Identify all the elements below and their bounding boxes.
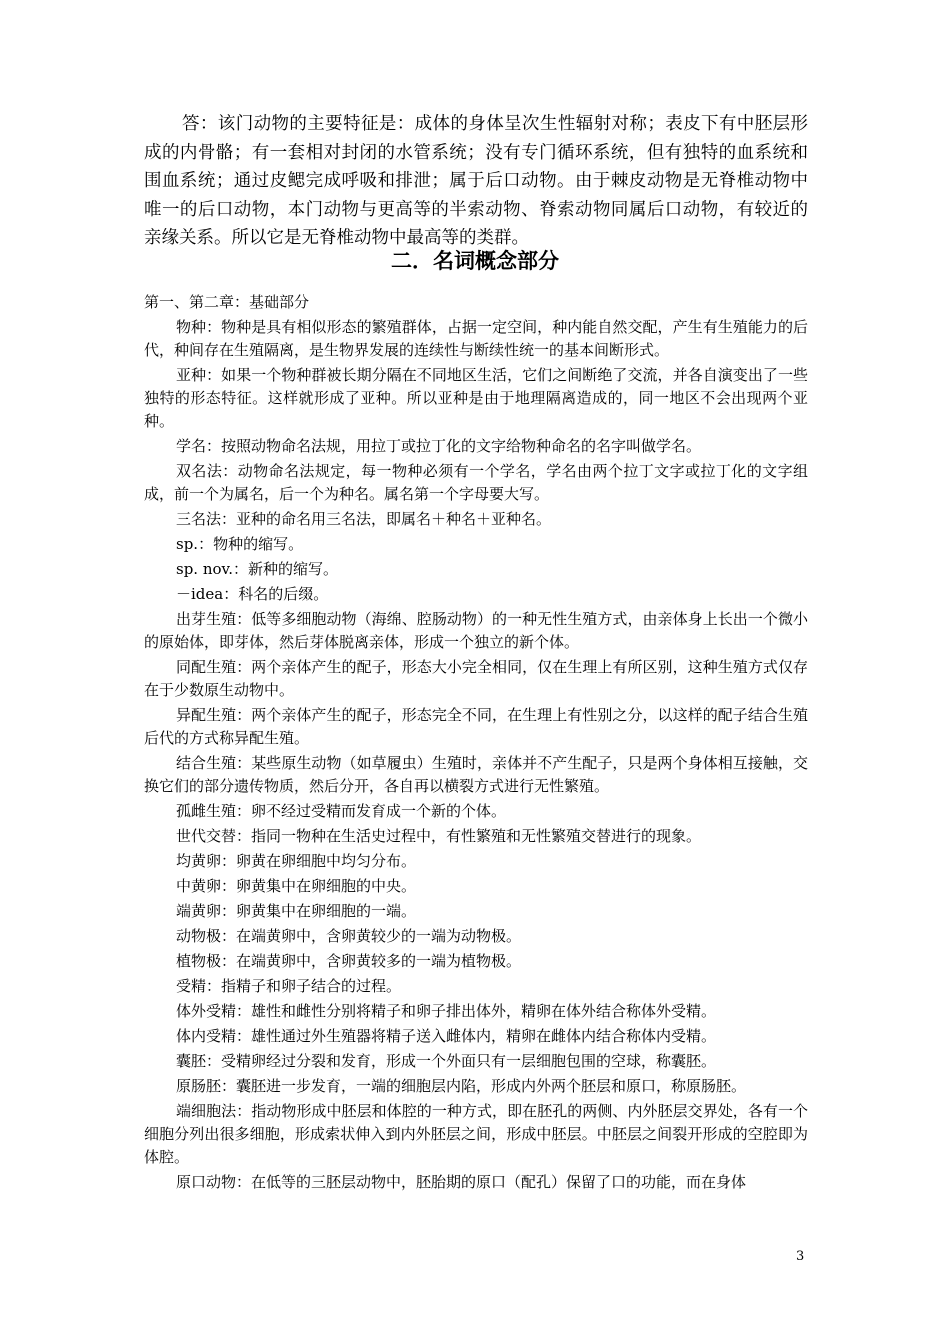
definition-paragraph: sp. nov.：新种的缩写。 bbox=[176, 560, 338, 578]
section-title: 二．名词概念部分 bbox=[391, 248, 559, 273]
definition-paragraph: 体内受精：雄性通过外生殖器将精子送入雌体内，精卵在雌体内结合称体内受精。 bbox=[176, 1027, 717, 1045]
definition-paragraph: 物种：物种是具有相似形态的繁殖群体，占据一定空间，种内能自然交配，产生有生殖能力的后代，种间存在生殖隔离，是生物界发展的连续性与断续性统一的基本间断形式。 bbox=[144, 318, 808, 359]
definition-list bbox=[144, 316, 808, 1196]
definition-paragraph: sp.：物种的缩写。 bbox=[176, 535, 304, 553]
definition-paragraph: －idea：科名的后缀。 bbox=[176, 585, 329, 603]
definition-paragraph: 世代交替：指同一物种在生活史过程中，有性繁殖和无性繁殖交替进行的现象。 bbox=[176, 827, 702, 845]
definition-paragraph: 体外受精：雄性和雌性分别将精子和卵子排出体外，精卵在体外结合称体外受精。 bbox=[176, 1002, 717, 1020]
definition-paragraph: 均黄卵：卵黄在卵细胞中均匀分布。 bbox=[176, 852, 417, 870]
definition-paragraph: 中黄卵：卵黄集中在卵细胞的中央。 bbox=[176, 877, 417, 895]
definition-paragraph: 原口动物：在低等的三胚层动物中，胚胎期的原口（配孔）保留了口的功能，而在身体 bbox=[176, 1173, 747, 1191]
definition-paragraph: 原肠胚：囊胚进一步发育，一端的细胞层内陷，形成内外两个胚层和原口，称原肠胚。 bbox=[176, 1077, 747, 1095]
definition-paragraph: 孤雌生殖：卵不经过受精而发育成一个新的个体。 bbox=[176, 802, 507, 820]
definition-paragraph: 同配生殖：两个亲体产生的配子，形态大小完全相同，仅在生理上有所区别，这种生殖方式仅存在于少数原生动物中。 bbox=[144, 658, 808, 699]
definition-paragraph: 端细胞法：指动物形成中胚层和体腔的一种方式，即在胚孔的两侧、内外胚层交界处，各有一个细胞分列出很多细胞，形成索状伸入到内外胚层之间，形成中胚层。中胚层之间裂开形成的空腔即为体腔。 bbox=[144, 1102, 808, 1166]
definition-paragraph: 出芽生殖：低等多细胞动物（海绵、腔肠动物）的一种无性生殖方式，由亲体身上长出一个微小的原始体，即芽体，然后芽体脱离亲体，形成一个独立的新个体。 bbox=[144, 610, 808, 651]
definition-paragraph: 学名：按照动物命名法规，用拉丁或拉丁化的文字给物种命名的名字叫做学名。 bbox=[176, 437, 702, 455]
answer-paragraph: 答：该门动物的主要特征是：成体的身体呈次生性辐射对称；表皮下有中胚层形成的内骨骼；有一套相对封闭的水管系统；没有专门循环系统，但有独特的血系统和围血系统；通过皮鳃完成呼吸和排泄；属于后口动物。由于棘皮动物是无脊椎动物中唯一的后口动物，本门动物与更高等的半索动物、脊索动物同属后口动物，有较近的亲缘关系。所以它是无脊椎动物中最高等的类群。 bbox=[144, 114, 808, 248]
definition-paragraph: 双名法：动物命名法规定，每一物种必须有一个学名，学名由两个拉丁文字或拉丁化的文字组成，前一个为属名，后一个为种名。属名第一个字母要大写。 bbox=[144, 462, 808, 503]
chapter-heading: 第一、第二章：基础部分 bbox=[144, 293, 310, 311]
definition-paragraph: 结合生殖：某些原生动物（如草履虫）生殖时，亲体并不产生配子，只是两个身体相互接触，交换它们的部分遗传物质，然后分开，各自再以横裂方式进行无性繁殖。 bbox=[144, 754, 808, 795]
definition-paragraph: 端黄卵：卵黄集中在卵细胞的一端。 bbox=[176, 902, 417, 920]
page-number: 3 bbox=[796, 1249, 805, 1264]
definition-paragraph: 三名法：亚种的命名用三名法，即属名＋种名＋亚种名。 bbox=[176, 510, 552, 528]
definition-paragraph: 受精：指精子和卵子结合的过程。 bbox=[176, 977, 402, 995]
definition-paragraph: 亚种：如果一个物种群被长期分隔在不同地区生活，它们之间断绝了交流，并各自演变出了一些独特的形态特征。这样就形成了亚种。所以亚种是由于地理隔离造成的，同一地区不会出现两个亚种。 bbox=[144, 366, 808, 430]
definition-paragraph: 动物极：在端黄卵中，含卵黄较少的一端为动物极。 bbox=[176, 927, 522, 945]
definition-paragraph: 囊胚：受精卵经过分裂和发育，形成一个外面只有一层细胞包围的空球，称囊胚。 bbox=[176, 1052, 717, 1070]
definition-paragraph: 异配生殖：两个亲体产生的配子，形态完全不同，在生理上有性别之分，以这样的配子结合生殖后代的方式称异配生殖。 bbox=[144, 706, 808, 747]
definition-paragraph: 植物极：在端黄卵中，含卵黄较多的一端为植物极。 bbox=[176, 952, 522, 970]
